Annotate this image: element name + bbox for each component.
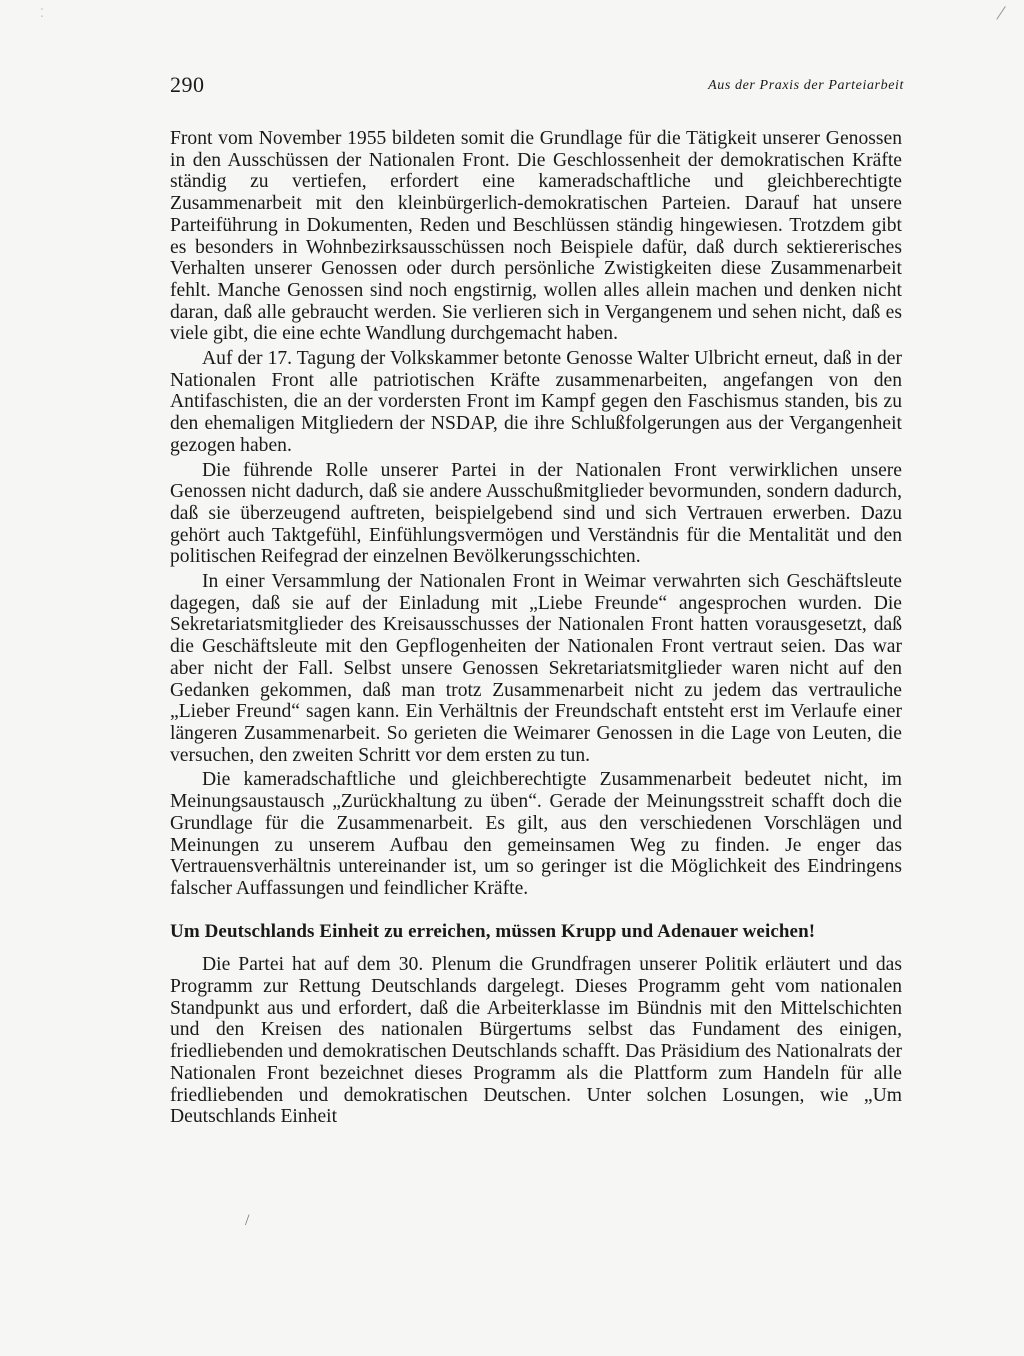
paragraph: Auf der 17. Tagung der Volkskammer betonte Genosse Walter Ulbricht erneut, daß in der Nationalen Front alle patriotischen Kräfte zusammenarbeiten, angefangen von den Antifaschisten, die an der vordersten Front im Kampf gegen den Faschismus standen, bis zu den ehemaligen Mitgliedern der NSDAP, die ihre Schlußfolgerungen aus der Vergangenheit gezogen haben.	[170, 348, 902, 456]
section-heading: Um Deutschlands Einheit zu erreichen, müssen Krupp und Adenauer weichen!	[170, 920, 816, 942]
scan-artifact-dots: ⁚	[40, 6, 44, 20]
page-number: 290	[170, 72, 205, 97]
scan-artifact-stroke: /	[245, 1212, 250, 1229]
running-title: Aus der Praxis der Parteiarbeit	[708, 78, 904, 93]
main-text-block	[170, 128, 902, 1128]
scan-artifact-mark: /	[994, 0, 1008, 26]
paragraph: Die Partei hat auf dem 30. Plenum die Grundfragen unserer Politik erläutert und das Programm zur Rettung Deutschlands dargelegt. Dieses Programm geht vom nationalen Standpunkt aus und erfordert, daß die Arbeiterklasse im Bündnis mit den Mittelschichten und den Kreisen des nationalen Bürgertums selbst das Fundament des einigen, friedliebenden und demokratischen Deutschlands schafft. Das Präsidium des Nationalrats der Nationalen Front bezeichnet dieses Programm als die Plattform zum Handeln für alle friedliebenden und demokratischen Deutschen. Unter solchen Losungen, wie „Um Deutschlands Einheit	[170, 954, 902, 1128]
paragraph: Die kameradschaftliche und gleichberechtigte Zusammenarbeit bedeutet nicht, im Meinungsaustausch „Zurückhaltung zu üben“. Gerade der Meinungsstreit schafft doch die Grundlage für die Zusammenarbeit. Es gilt, aus den verschiedenen Vorschlägen und Meinungen zu unserem Aufbau den gemeinsamen Weg zu finden. Je enger das Vertrauensverhältnis untereinander ist, um so geringer ist die Möglichkeit des Eindringens falscher Auffassungen und feindlicher Kräfte.	[170, 769, 902, 899]
paragraph: Front vom November 1955 bildeten somit die Grundlage für die Tätigkeit unserer Genossen in den Ausschüssen der Nationalen Front. Die Geschlossenheit der demokratischen Kräfte ständig zu vertiefen, erfordert eine kameradschaftliche und gleichberechtigte Zusammenarbeit mit den kleinbürgerlich-demokratischen Parteien. Darauf hat unsere Parteiführung in Dokumenten, Reden und Beschlüssen ständig hingewiesen. Trotzdem gibt es besonders in Wohnbezirksausschüssen noch Beispiele dafür, daß durch sektiererisches Verhalten unserer Genossen oder durch persönliche Zwistigkeiten diese Zusammenarbeit fehlt. Manche Genossen sind noch engstirnig, wollen alles allein machen und denken nicht daran, daß alle gebraucht werden. Sie verlieren sich in Vergangenem und sehen nicht, daß es viele gibt, die eine echte Wandlung durchgemacht haben.	[170, 128, 902, 345]
paragraph: Die führende Rolle unserer Partei in der Nationalen Front verwirklichen unsere Genossen nicht dadurch, daß sie andere Ausschußmitglieder bevormunden, sondern dadurch, daß sie überzeugend auftreten, beispielgebend sind und sich Vertrauen erwerben. Dazu gehört auch Taktgefühl, Einfühlungsvermögen und Verständnis für die Mentalität und den politischen Reifegrad der einzelnen Bevölkerungsschichten.	[170, 459, 902, 568]
paragraph: In einer Versammlung der Nationalen Front in Weimar verwahrten sich Geschäftsleute dagegen, daß sie auf der Einladung mit „Liebe Freunde“ angesprochen wurden. Die Sekretariatsmitglieder des Kreisausschusses der Nationalen Front hatten vorausgesetzt, daß die Geschäftsleute mit den Gepflogenheiten der Nationalen Front vertraut seien. Das war aber nicht der Fall. Selbst unsere Genossen Sekretariatsmitglieder waren nicht auf den Gedanken gekommen, daß man trotz Zusammenarbeit nicht zu jedem das vertrauliche „Lieber Freund“ sagen kann. Ein Verhältnis der Freundschaft entsteht erst im Verlaufe einer längeren Zusammenarbeit. So gerieten die Weimarer Genossen in die Lage von Leuten, die versuchen, den zweiten Schritt vor dem ersten zu tun.	[170, 571, 902, 766]
